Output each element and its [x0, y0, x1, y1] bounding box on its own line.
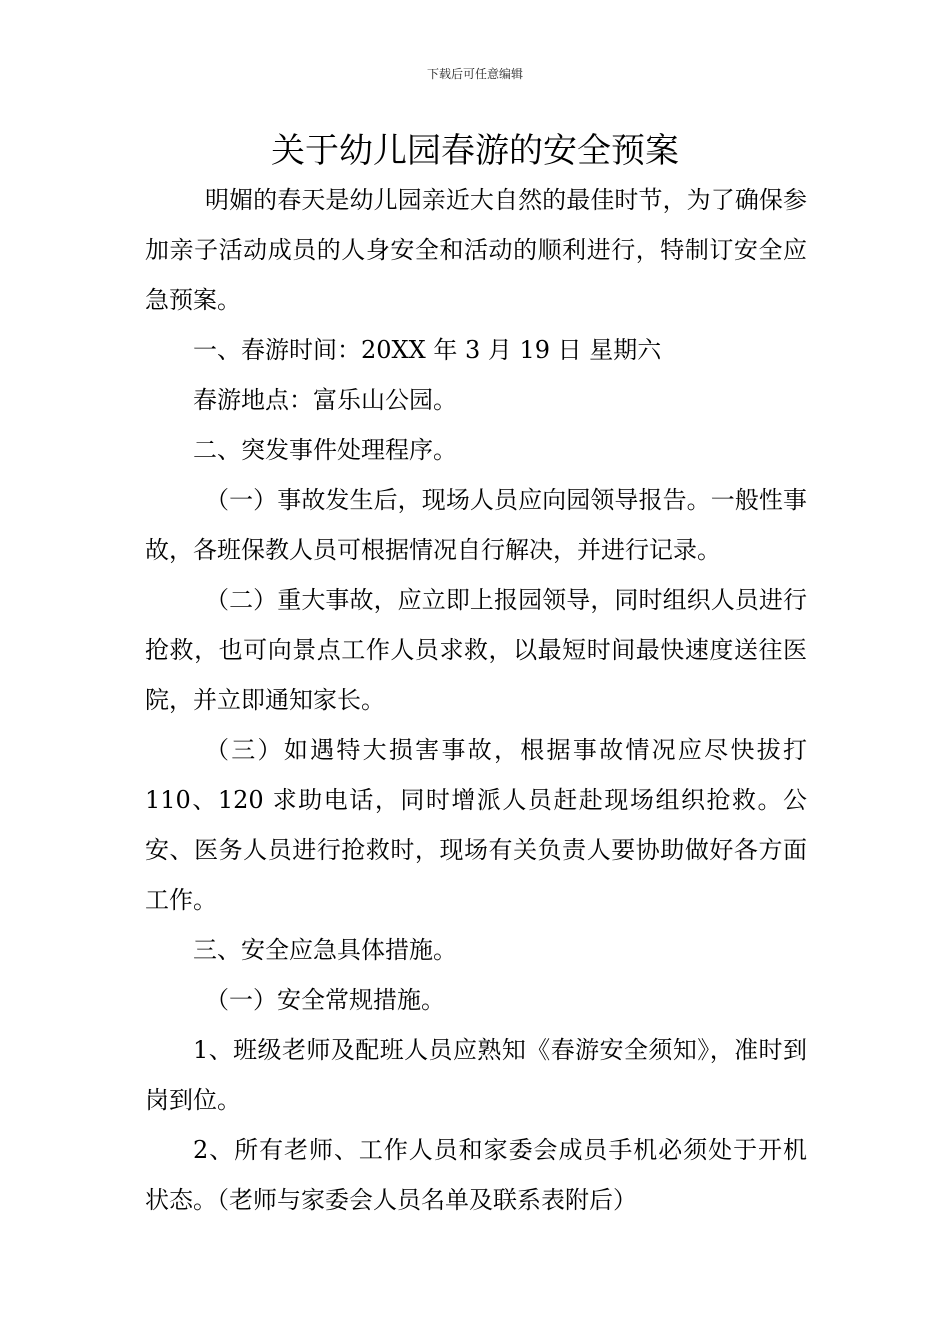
section-heading-emergency-procedure: 二、突发事件处理程序。: [193, 436, 457, 464]
procedure-item-2: （二）重大事故，应立即上报园领导，同时组织人员进行抢救，也可向景点工作人员求救，以最短时间最快速度送往医院，并立即通知家长。: [145, 586, 807, 714]
procedure-item-1: （一）事故发生后，现场人员应向园领导报告。一般性事故，各班保教人员可根据情况自行解决，并进行记录。: [145, 486, 807, 564]
intro-paragraph: 明媚的春天是幼儿园亲近大自然的最佳时节，为了确保参加亲子活动成员的人身安全和活动的顺利进行，特制订安全应急预案。: [145, 186, 807, 314]
spring-outing-time: 一、春游时间：20XX 年 3 月 19 日 星期六: [193, 336, 662, 364]
section-heading-safety-measures: 三、安全应急具体措施。: [193, 936, 457, 964]
procedure-item-3: （三）如遇特大损害事故，根据事故情况应尽快拔打 110、120 求助电话，同时增派人员赶赴现场组织抢救。公安、医务人员进行抢救时，现场有关负责人要协助做好各方面工作。: [145, 736, 807, 914]
document-title: 关于幼儿园春游的安全预案: [271, 131, 679, 171]
spring-outing-location: 春游地点：富乐山公园。: [193, 386, 457, 414]
subsection-heading-routine-measures: （一）安全常规措施。: [205, 986, 445, 1014]
measure-item-1: 1、班级老师及配班人员应熟知《春游安全须知》，准时到岗到位。: [145, 1036, 807, 1114]
header-note: 下载后可任意编辑: [426, 67, 523, 81]
measure-item-2: 2、所有老师、工作人员和家委会成员手机必须处于开机状态。（老师与家委会人员名单及联系表附后）: [145, 1136, 807, 1214]
document-body: [145, 175, 807, 1225]
